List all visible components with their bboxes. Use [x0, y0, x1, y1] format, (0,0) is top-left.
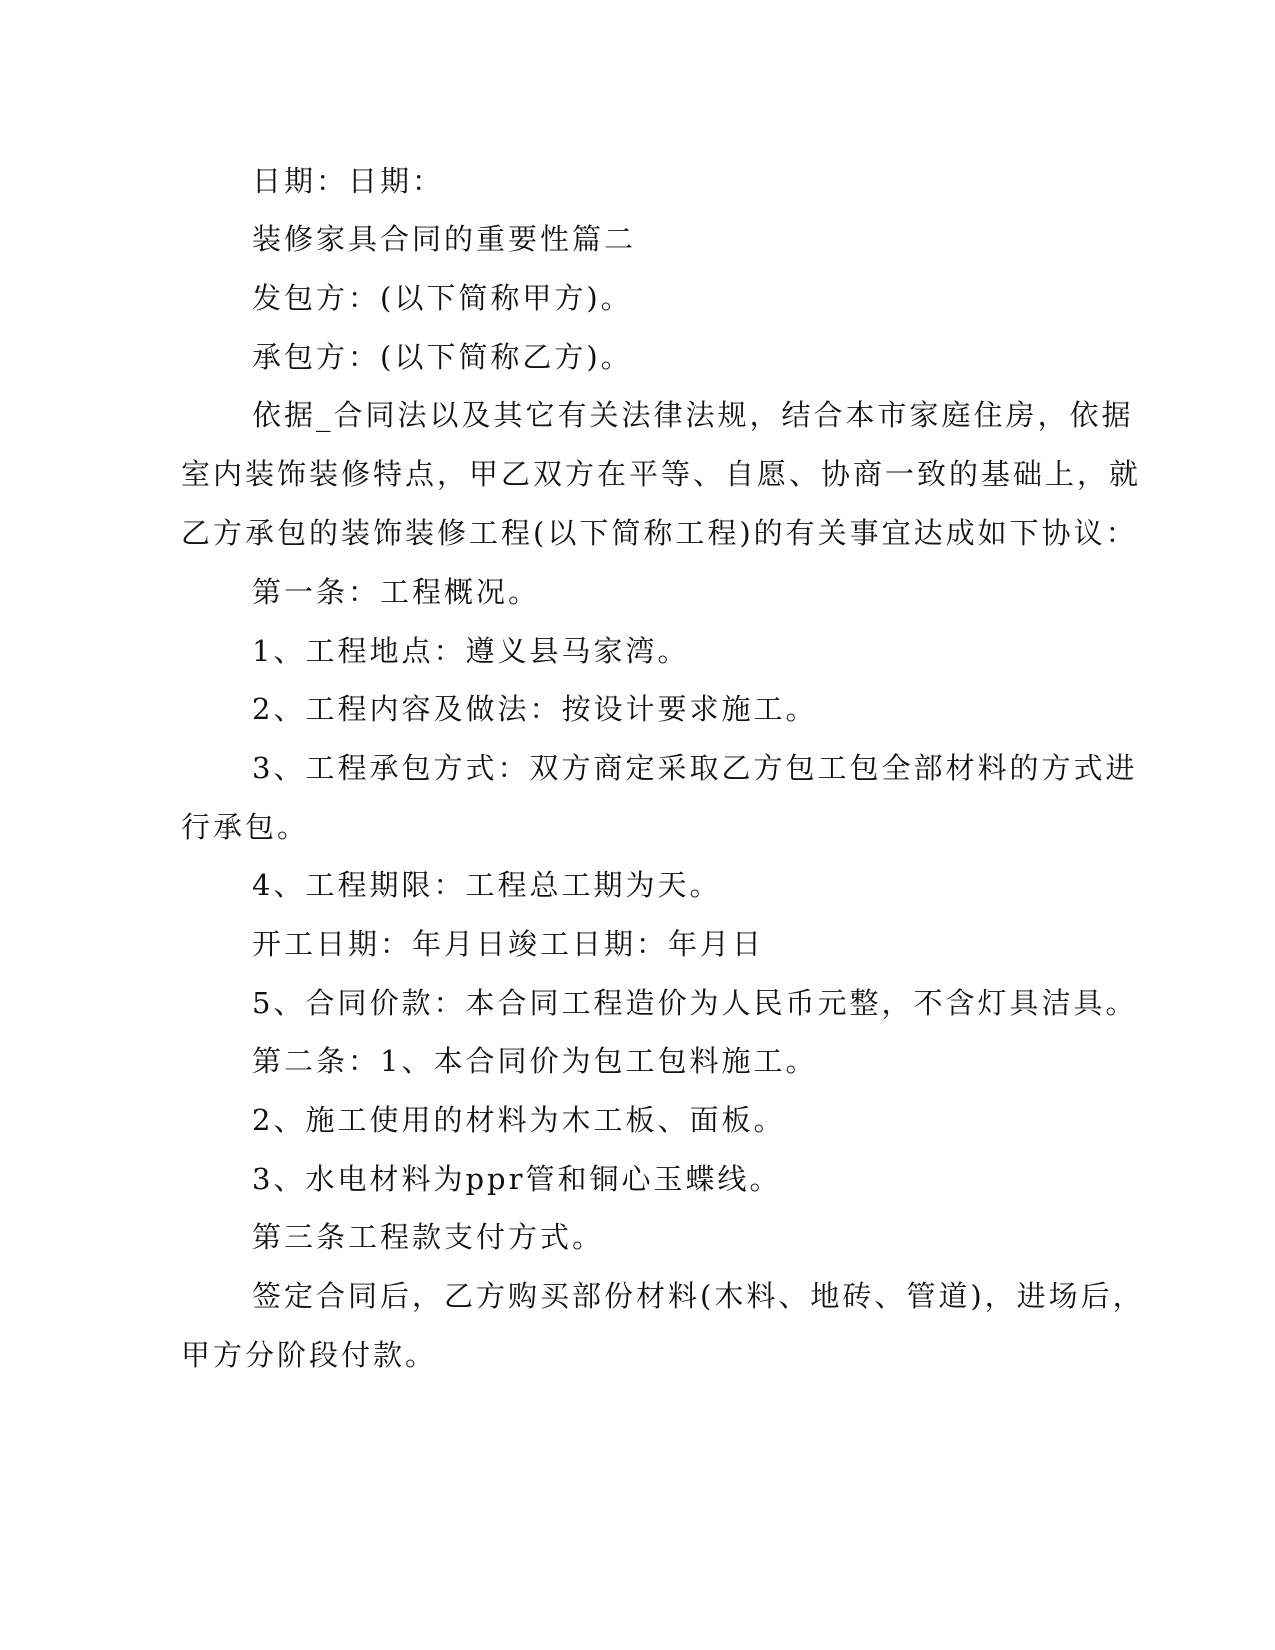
clause-1-5: 5、合同价款：本合同工程造价为人民币元整，不含灯具洁具。 — [252, 986, 1138, 1020]
preamble-line-3: 乙方承包的装饰装修工程(以下简称工程)的有关事宜达成如下协议： — [181, 516, 1138, 550]
payment-line-2: 甲方分阶段付款。 — [181, 1338, 438, 1372]
payment-line-1: 签定合同后，乙方购买部份材料(木料、地砖、管道)，进场后， — [252, 1279, 1145, 1313]
article-3-heading: 第三条工程款支付方式。 — [252, 1220, 605, 1254]
article-2-clause-1: 第二条：1、本合同价为包工包料施工。 — [252, 1044, 818, 1078]
article-2-clause-2: 2、施工使用的材料为木工板、面板。 — [252, 1103, 786, 1137]
clause-1-4: 4、工程期限：工程总工期为天。 — [252, 868, 722, 902]
clause-1-1: 1、工程地点：遵义县马家湾。 — [252, 634, 690, 668]
clause-1-3: 3、工程承包方式：双方商定采取乙方包工包全部材料的方式进 — [252, 751, 1138, 785]
schedule-line: 开工日期：年月日竣工日期：年月日 — [252, 927, 765, 961]
clause-1-2: 2、工程内容及做法：按设计要求施工。 — [252, 692, 818, 726]
preamble-line-1: 依据_合同法以及其它有关法律法规，结合本市家庭住房，依据 — [252, 398, 1134, 432]
article-2-clause-3: 3、水电材料为ppr管和铜心玉蝶线。 — [252, 1162, 782, 1196]
party-b-line: 承包方：(以下简称乙方)。 — [252, 340, 633, 374]
date-line: 日期：日期： — [252, 164, 445, 198]
article-1-heading: 第一条：工程概况。 — [252, 575, 541, 609]
party-a-line: 发包方：(以下简称甲方)。 — [252, 281, 633, 315]
clause-1-3-cont: 行承包。 — [181, 810, 310, 844]
preamble-line-2: 室内装饰装修特点，甲乙双方在平等、自愿、协商一致的基础上，就 — [181, 457, 1142, 491]
section-title: 装修家具合同的重要性篇二 — [252, 222, 637, 256]
